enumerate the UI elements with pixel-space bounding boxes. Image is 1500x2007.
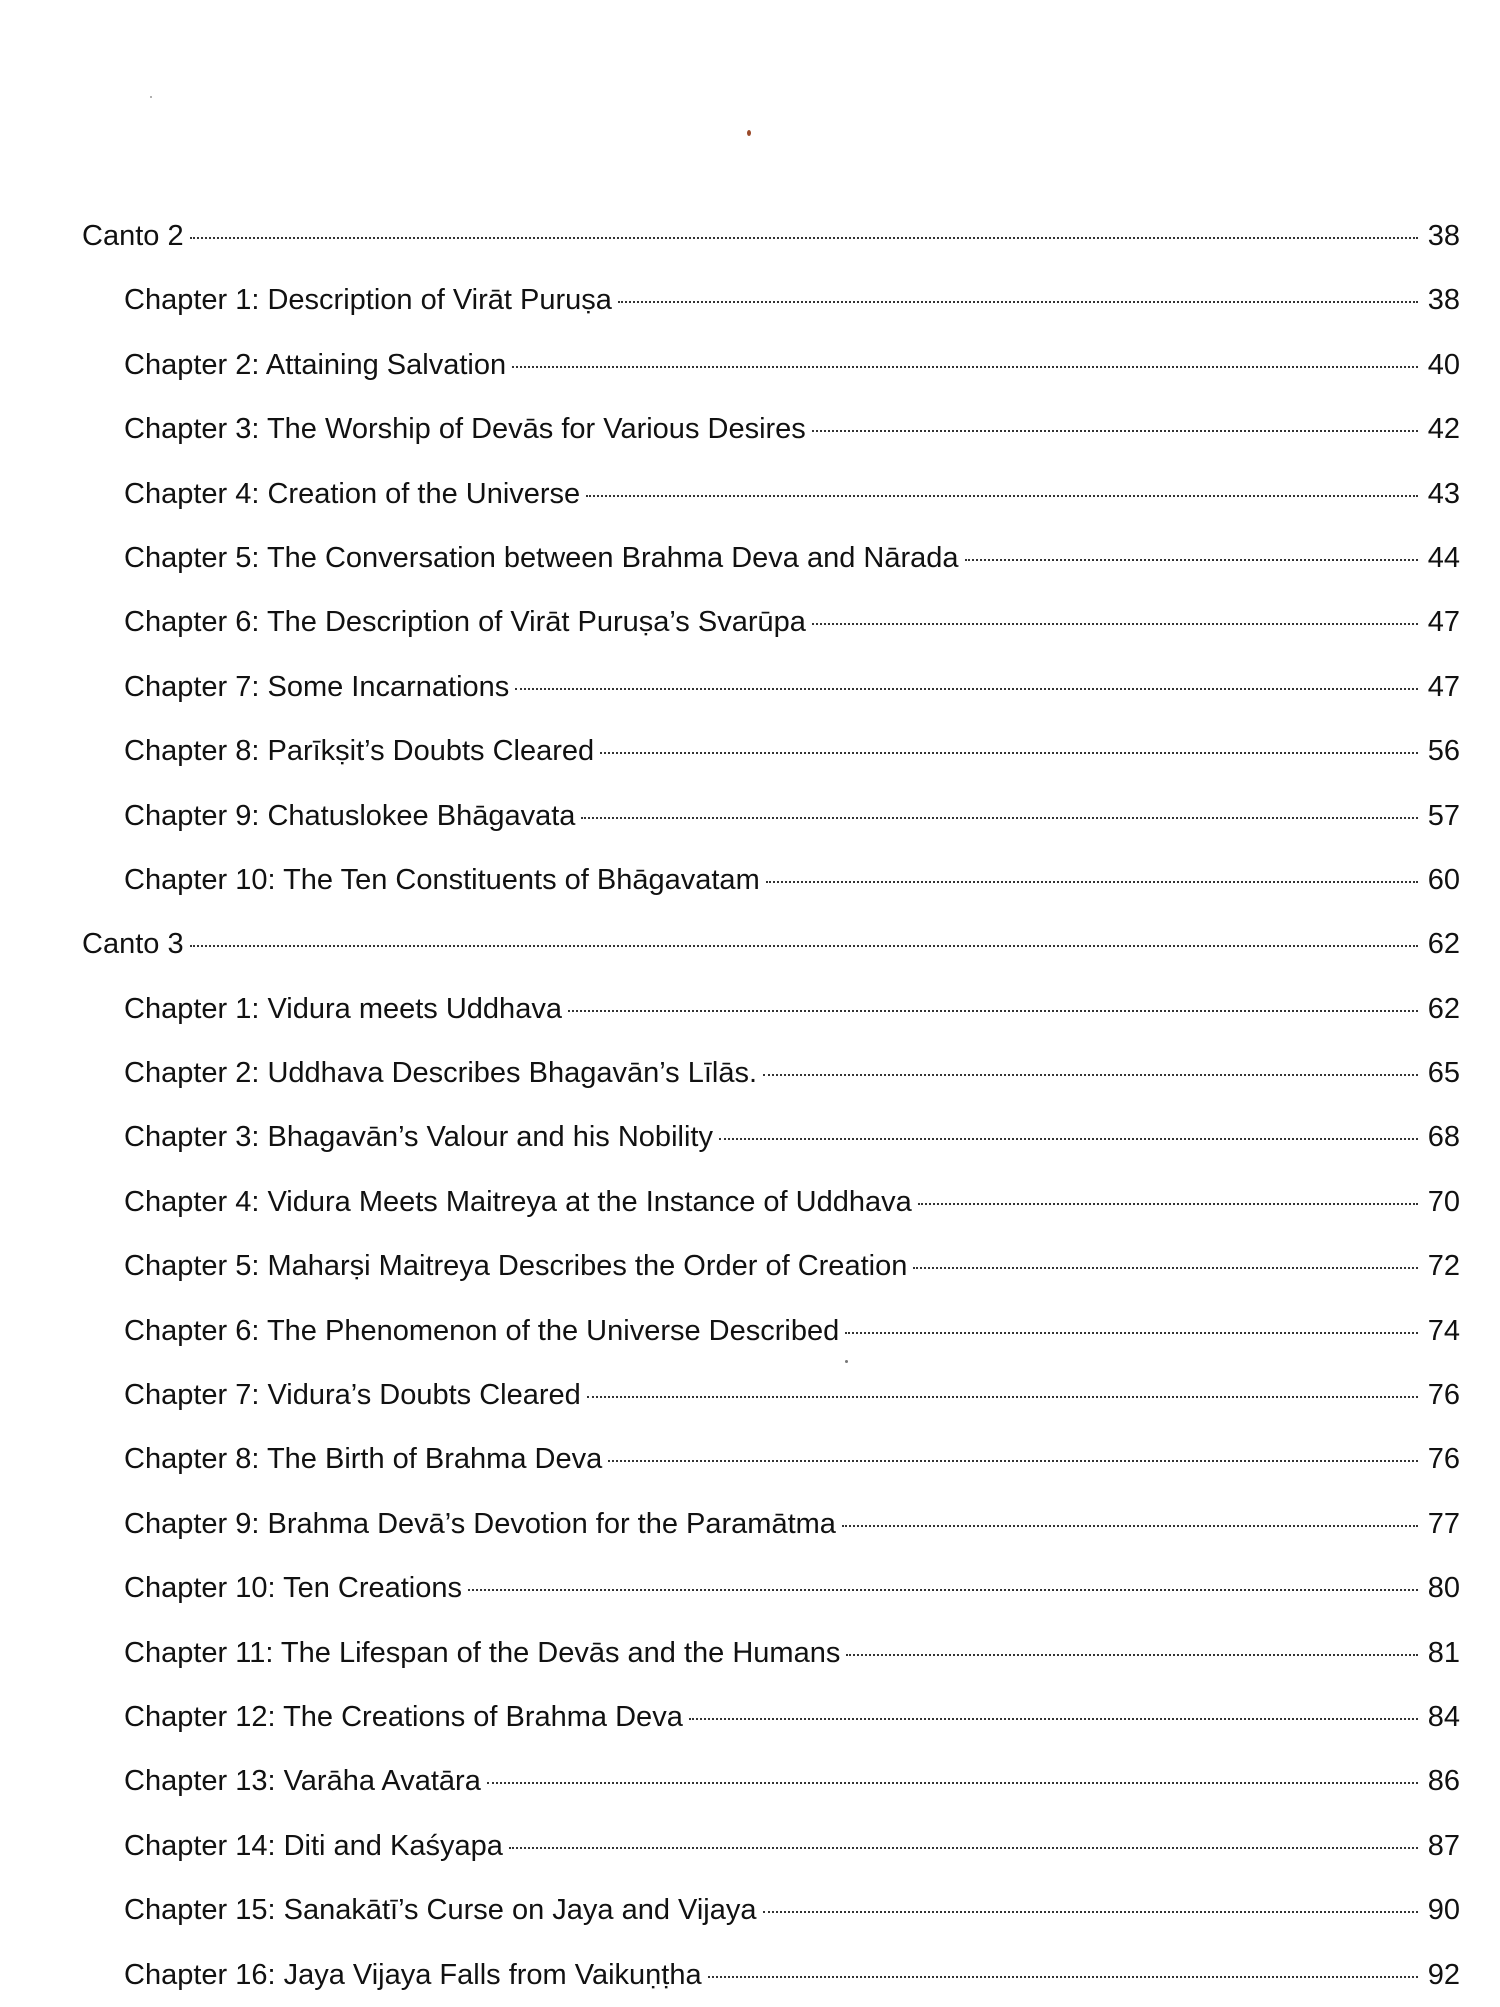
toc-entry-page-number: 81	[1427, 1636, 1460, 1669]
toc-entry-page-number: 60	[1427, 863, 1460, 896]
toc-entry-title: Chapter 8: Parīkṣit’s Doubts Cleared	[124, 735, 595, 768]
toc-entry-page-number: 38	[1427, 220, 1460, 252]
toc-entry-title: Chapter 2: Attaining Salvation	[124, 348, 507, 381]
toc-chapter-entry	[82, 1621, 1460, 1685]
dot-leader	[468, 1589, 1418, 1591]
toc-chapter-entry	[82, 526, 1460, 590]
toc-entry-page-number: 80	[1427, 1572, 1460, 1605]
dot-leader	[608, 1460, 1418, 1462]
toc-entry-page-number: 72	[1427, 1250, 1460, 1283]
toc-chapter-entry	[82, 1556, 1460, 1620]
toc-entry-title: Chapter 1: Vidura meets Uddhava	[124, 992, 562, 1025]
toc-entry-page-number: 40	[1427, 348, 1460, 381]
toc-chapter-entry	[82, 1170, 1460, 1234]
dot-leader	[965, 559, 1418, 561]
toc-entry-page-number: 84	[1427, 1700, 1460, 1733]
toc-entry-page-number: 56	[1427, 735, 1460, 768]
dot-leader	[618, 301, 1418, 303]
toc-entry-page-number: 86	[1427, 1765, 1460, 1798]
toc-entry-title: Chapter 8: The Birth of Brahma Deva	[124, 1443, 603, 1476]
table-of-contents	[82, 204, 1460, 2007]
toc-entry-page-number: 76	[1427, 1443, 1460, 1476]
dot-leader	[763, 1074, 1418, 1076]
toc-entry-title: Chapter 5: Maharṣi Maitreya Describes the Order of Creation	[124, 1250, 908, 1283]
dot-leader	[600, 752, 1418, 754]
toc-entry-page-number: 62	[1427, 992, 1460, 1025]
toc-entry-title: Chapter 15: Sanakātī’s Curse on Jaya and Vijaya	[124, 1894, 757, 1927]
dot-leader	[689, 1718, 1418, 1720]
ink-speck	[747, 130, 751, 136]
dot-leader	[763, 1911, 1419, 1913]
toc-chapter-entry	[82, 1234, 1460, 1298]
toc-chapter-entry	[82, 1878, 1460, 1942]
toc-chapter-entry	[82, 784, 1460, 848]
toc-entry-title: Chapter 10: The Ten Constituents of Bhāgavatam	[124, 863, 760, 896]
dot-leader	[581, 817, 1418, 819]
toc-entry-title: Chapter 6: The Phenomenon of the Universe Described	[124, 1314, 840, 1347]
dot-leader	[190, 237, 1418, 239]
toc-entry-page-number: 70	[1427, 1185, 1460, 1218]
toc-chapter-entry	[82, 590, 1460, 654]
toc-entry-title: Chapter 12: The Creations of Brahma Deva	[124, 1700, 683, 1733]
toc-chapter-entry	[82, 1685, 1460, 1749]
toc-chapter-entry	[82, 1943, 1460, 2007]
dot-leader	[719, 1138, 1418, 1140]
toc-entry-page-number: 74	[1427, 1314, 1460, 1347]
dot-leader	[487, 1782, 1418, 1784]
toc-entry-page-number: 47	[1427, 606, 1460, 639]
toc-entry-title: Chapter 4: Vidura Meets Maitreya at the Instance of Uddhava	[124, 1185, 912, 1218]
toc-entry-title: Chapter 3: Bhagavān’s Valour and his Nobility	[124, 1121, 713, 1154]
toc-canto-entry	[82, 912, 1460, 976]
toc-chapter-entry	[82, 655, 1460, 719]
toc-entry-title: Chapter 9: Chatuslokee Bhāgavata	[124, 799, 576, 832]
dot-leader	[812, 430, 1418, 432]
dot-leader	[918, 1203, 1418, 1205]
toc-entry-title: Chapter 1: Description of Virāt Puruṣa	[124, 284, 612, 317]
toc-entry-page-number: 90	[1427, 1894, 1460, 1927]
toc-chapter-entry	[82, 268, 1460, 332]
toc-entry-title: Chapter 2: Uddhava Describes Bhagavān’s Līlās.	[124, 1057, 758, 1090]
toc-entry-page-number: 44	[1427, 541, 1460, 574]
toc-chapter-entry	[82, 848, 1460, 912]
toc-entry-page-number: 42	[1427, 413, 1460, 446]
toc-chapter-entry	[82, 719, 1460, 783]
toc-entry-page-number: 65	[1427, 1057, 1460, 1090]
dot-leader	[586, 495, 1418, 497]
toc-entry-title: Chapter 11: The Lifespan of the Devās and the Humans	[124, 1636, 841, 1669]
toc-canto-entry	[82, 204, 1460, 268]
toc-entry-page-number: 38	[1427, 284, 1460, 317]
toc-entry-title: Canto 2	[82, 220, 184, 252]
dot-leader	[587, 1396, 1418, 1398]
dot-leader	[509, 1847, 1418, 1849]
toc-entry-title: Chapter 6: The Description of Virāt Puruṣa’s Svarūpa	[124, 606, 806, 639]
toc-entry-page-number: 57	[1427, 799, 1460, 832]
toc-entry-page-number: 76	[1427, 1379, 1460, 1412]
toc-chapter-entry	[82, 462, 1460, 526]
toc-chapter-entry	[82, 1363, 1460, 1427]
dot-leader	[845, 1332, 1418, 1334]
toc-entry-title: Chapter 10: Ten Creations	[124, 1572, 463, 1605]
dot-leader	[766, 881, 1418, 883]
toc-chapter-entry	[82, 1041, 1460, 1105]
toc-entry-title: Chapter 14: Diti and Kaśyapa	[124, 1829, 503, 1862]
toc-entry-page-number: 47	[1427, 670, 1460, 703]
toc-entry-title: Chapter 4: Creation of the Universe	[124, 477, 581, 510]
toc-chapter-entry	[82, 1492, 1460, 1556]
toc-entry-title: Canto 3	[82, 928, 184, 961]
toc-entry-title: Chapter 13: Varāha Avatāra	[124, 1765, 481, 1798]
dot-leader	[708, 1976, 1418, 1978]
dot-leader	[812, 623, 1418, 625]
toc-entry-page-number: 77	[1427, 1507, 1460, 1540]
dot-leader	[515, 688, 1418, 690]
toc-entry-title: Chapter 16: Jaya Vijaya Falls from Vaikuṇṭha	[124, 1958, 702, 1991]
dot-leader	[568, 1010, 1418, 1012]
toc-chapter-entry	[82, 1749, 1460, 1813]
toc-entry-title: Chapter 9: Brahma Devā’s Devotion for the Paramātma	[124, 1507, 836, 1540]
dot-leader	[913, 1267, 1418, 1269]
ink-speck	[150, 96, 152, 98]
toc-entry-title: Chapter 5: The Conversation between Brahma Deva and Nārada	[124, 541, 959, 574]
toc-entry-page-number: 68	[1427, 1121, 1460, 1154]
toc-entry-page-number: 92	[1427, 1958, 1460, 1991]
dot-leader	[190, 945, 1418, 947]
toc-entry-title: Chapter 7: Vidura’s Doubts Cleared	[124, 1379, 581, 1412]
toc-entry-title: Chapter 3: The Worship of Devās for Various Desires	[124, 413, 806, 446]
toc-entry-page-number: 43	[1427, 477, 1460, 510]
toc-chapter-entry	[82, 1299, 1460, 1363]
toc-chapter-entry	[82, 1427, 1460, 1491]
toc-chapter-entry	[82, 397, 1460, 461]
toc-chapter-entry	[82, 977, 1460, 1041]
dot-leader	[842, 1525, 1418, 1527]
toc-chapter-entry	[82, 333, 1460, 397]
toc-entry-title: Chapter 7: Some Incarnations	[124, 670, 510, 703]
toc-chapter-entry	[82, 1814, 1460, 1878]
toc-entry-page-number: 62	[1427, 928, 1460, 961]
dot-leader	[512, 366, 1418, 368]
dot-leader	[846, 1654, 1418, 1656]
toc-chapter-entry	[82, 1105, 1460, 1169]
toc-entry-page-number: 87	[1427, 1829, 1460, 1862]
